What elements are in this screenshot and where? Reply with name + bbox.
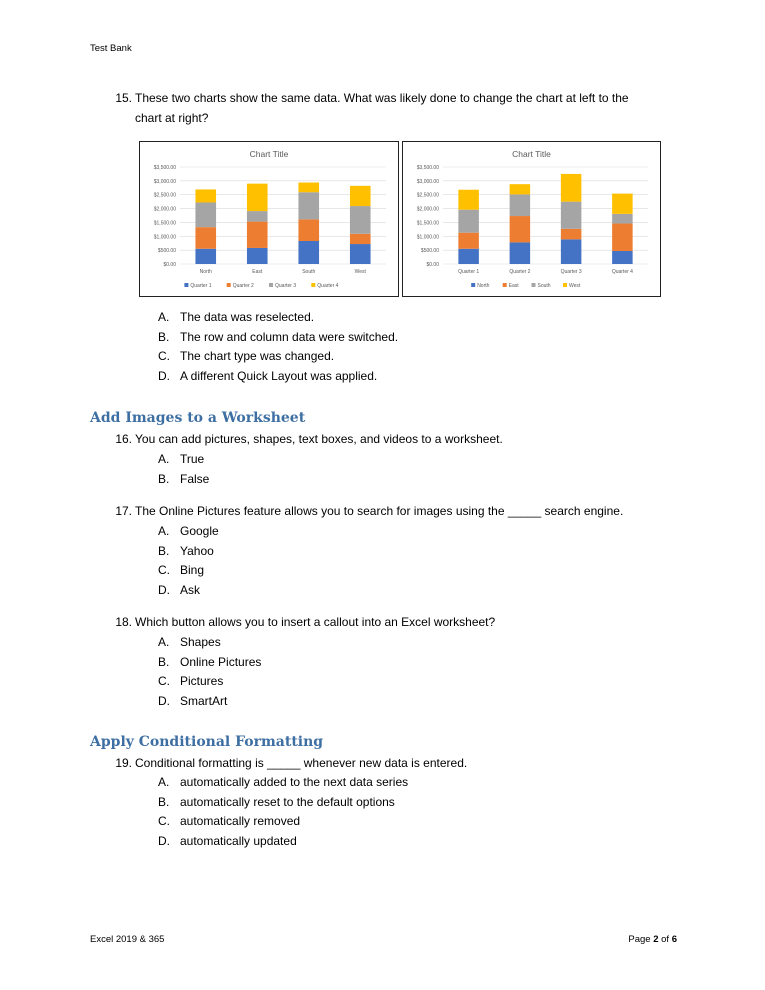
option-letter: B. xyxy=(158,794,170,809)
option-text: The row and column data were switched. xyxy=(180,329,399,344)
question-15 xyxy=(110,89,670,129)
options-q18 xyxy=(158,633,458,713)
y-tick-label: $1,500.00 xyxy=(416,220,439,227)
bar-segment-south xyxy=(510,194,531,216)
legend-label: East xyxy=(508,283,519,289)
question-text-line-2: chart at right? xyxy=(135,110,209,125)
bar-segment-north xyxy=(561,239,582,264)
bar-segment-quarter-2 xyxy=(298,219,319,241)
option-text: Online Pictures xyxy=(180,654,262,669)
option-text: False xyxy=(180,471,210,486)
bar-segment-quarter-4 xyxy=(247,184,268,211)
legend-swatch xyxy=(532,283,536,287)
option-letter: C. xyxy=(158,814,170,828)
page-prefix: Page xyxy=(628,934,651,945)
bar-segment-quarter-1 xyxy=(298,241,319,264)
legend-swatch xyxy=(503,283,507,287)
bar-segment-east xyxy=(561,229,582,240)
legend-label: West xyxy=(569,283,581,289)
bar-segment-quarter-2 xyxy=(195,227,216,249)
bar-segment-north xyxy=(510,242,531,264)
option-text: Pictures xyxy=(180,674,224,688)
bar-segment-quarter-3 xyxy=(350,206,371,234)
option-text: automatically reset to the default options xyxy=(180,794,395,809)
bar-segment-quarter-3 xyxy=(195,202,216,227)
legend-label: Quarter 1 xyxy=(190,283,212,289)
bar-segment-quarter-3 xyxy=(298,192,319,219)
legend-swatch xyxy=(227,283,231,287)
footer-product: Excel 2019 & 365 xyxy=(90,934,165,945)
y-tick-label: $500.00 xyxy=(157,248,176,255)
legend-swatch xyxy=(184,283,188,287)
bar-segment-west xyxy=(561,174,582,202)
running-header: Test Bank xyxy=(90,43,132,54)
option-letter: A. xyxy=(158,524,170,538)
bar-segment-west xyxy=(510,184,531,194)
option-letter: B. xyxy=(158,471,170,486)
y-tick-label: $0.00 xyxy=(163,262,176,268)
question-text: You can add pictures, shapes, text boxes, and videos to a worksheet. xyxy=(135,432,503,446)
options-q17 xyxy=(158,522,458,602)
bar-segment-quarter-4 xyxy=(195,189,216,202)
x-tick-label: Quarter 3 xyxy=(560,269,582,275)
x-tick-label: East xyxy=(252,269,263,275)
option-text: SmartArt xyxy=(180,693,228,708)
option-text: Shapes xyxy=(180,635,221,649)
option-text: automatically removed xyxy=(180,814,301,828)
section-heading-add-images: Add Images to a Worksheet xyxy=(90,410,306,426)
question-16 xyxy=(110,430,670,450)
x-tick-label: North xyxy=(199,269,212,275)
bar-segment-west xyxy=(458,190,479,210)
bar-segment-south xyxy=(458,210,479,233)
bar-segment-quarter-4 xyxy=(350,186,371,206)
question-number: 18. xyxy=(115,615,132,629)
bar-segment-west xyxy=(612,194,633,214)
option-text: The data was reselected. xyxy=(180,310,315,324)
option-letter: C. xyxy=(158,563,170,577)
option-letter: B. xyxy=(158,543,170,558)
chart-by-quarter xyxy=(402,141,661,297)
option-text: Ask xyxy=(180,582,201,597)
options-q15 xyxy=(158,308,458,388)
x-tick-label: Quarter 1 xyxy=(458,269,480,275)
option-text: Google xyxy=(180,524,219,538)
question-text-line-1: These two charts show the same data. What was likely done to change the chart at left to the xyxy=(135,91,629,105)
option-letter: B. xyxy=(158,654,170,669)
y-tick-label: $3,000.00 xyxy=(416,178,439,185)
y-tick-label: $2,500.00 xyxy=(153,192,176,199)
question-19 xyxy=(110,754,670,774)
legend-swatch xyxy=(269,283,273,287)
option-letter: D. xyxy=(158,693,170,708)
option-text: automatically added to the next data series xyxy=(180,775,409,789)
option-text: A different Quick Layout was applied. xyxy=(180,368,378,383)
page-current: 2 xyxy=(653,934,659,945)
legend-label: Quarter 4 xyxy=(317,283,339,289)
option-letter: A. xyxy=(158,775,170,789)
chart-svg xyxy=(403,142,660,296)
legend-label: North xyxy=(477,283,490,289)
y-tick-label: $1,000.00 xyxy=(153,234,176,241)
option-letter: D. xyxy=(158,368,170,383)
question-number: 17. xyxy=(115,504,132,518)
question-number: 16. xyxy=(115,432,132,446)
legend-swatch xyxy=(471,283,475,287)
y-tick-label: $2,000.00 xyxy=(416,206,439,213)
bar-segment-east xyxy=(612,224,633,251)
option-text: automatically updated xyxy=(180,833,297,848)
y-tick-label: $1,500.00 xyxy=(153,220,176,227)
bar-segment-quarter-1 xyxy=(247,248,268,264)
chart-by-region xyxy=(139,141,399,297)
page-total: 6 xyxy=(671,934,677,945)
x-tick-label: West xyxy=(354,269,366,275)
option-letter: A. xyxy=(158,452,170,466)
bar-segment-quarter-3 xyxy=(247,211,268,222)
y-tick-label: $2,500.00 xyxy=(416,192,439,199)
option-letter: D. xyxy=(158,833,170,848)
page-sep: of xyxy=(661,934,670,945)
option-letter: A. xyxy=(158,310,170,324)
y-tick-label: $3,500.00 xyxy=(153,165,176,171)
legend-swatch xyxy=(563,283,567,287)
bar-segment-quarter-4 xyxy=(298,183,319,193)
option-letter: C. xyxy=(158,349,170,363)
legend-label: Quarter 2 xyxy=(232,283,254,289)
bar-segment-south xyxy=(561,202,582,229)
option-letter: D. xyxy=(158,582,170,597)
bar-segment-quarter-2 xyxy=(247,222,268,248)
question-text: Which button allows you to insert a callout into an Excel worksheet? xyxy=(135,615,496,629)
chart-title: Chart Title xyxy=(249,149,289,159)
footer-page-number xyxy=(628,934,677,945)
y-tick-label: $3,000.00 xyxy=(153,178,176,185)
option-letter: B. xyxy=(158,329,170,344)
legend-label: Quarter 3 xyxy=(275,283,297,289)
y-tick-label: $500.00 xyxy=(420,248,439,255)
bar-segment-quarter-2 xyxy=(350,234,371,244)
bar-segment-north xyxy=(612,251,633,264)
option-text: Yahoo xyxy=(180,543,214,558)
chart-title: Chart Title xyxy=(512,149,551,159)
option-text: The chart type was changed. xyxy=(180,349,335,363)
option-text: Bing xyxy=(180,563,205,577)
question-text: The Online Pictures feature allows you to search for images using the _____ search engine. xyxy=(135,504,624,518)
question-text: Conditional formatting is _____ whenever new data is entered. xyxy=(135,756,468,770)
bar-segment-east xyxy=(510,216,531,242)
question-18 xyxy=(110,613,670,633)
bar-segment-north xyxy=(458,249,479,264)
legend-swatch xyxy=(311,283,315,287)
chart-svg xyxy=(140,142,398,296)
y-tick-label: $0.00 xyxy=(426,262,439,268)
option-text: True xyxy=(180,452,205,466)
section-heading-conditional-formatting: Apply Conditional Formatting xyxy=(90,734,324,750)
options-q19 xyxy=(158,773,478,853)
legend-label: South xyxy=(537,283,551,289)
bar-segment-east xyxy=(458,233,479,249)
question-number: 15. xyxy=(115,91,132,105)
y-tick-label: $1,000.00 xyxy=(416,234,439,241)
y-tick-label: $3,500.00 xyxy=(416,165,439,171)
bar-segment-south xyxy=(612,214,633,224)
question-17 xyxy=(110,502,690,522)
x-tick-label: Quarter 4 xyxy=(611,269,633,275)
question-number: 19. xyxy=(115,756,132,770)
bar-segment-quarter-1 xyxy=(350,244,371,264)
options-q16 xyxy=(158,450,458,490)
option-letter: C. xyxy=(158,674,170,688)
y-tick-label: $2,000.00 xyxy=(153,206,176,213)
x-tick-label: South xyxy=(302,269,316,275)
option-letter: A. xyxy=(158,635,170,649)
bar-segment-quarter-1 xyxy=(195,249,216,264)
x-tick-label: Quarter 2 xyxy=(509,269,531,275)
